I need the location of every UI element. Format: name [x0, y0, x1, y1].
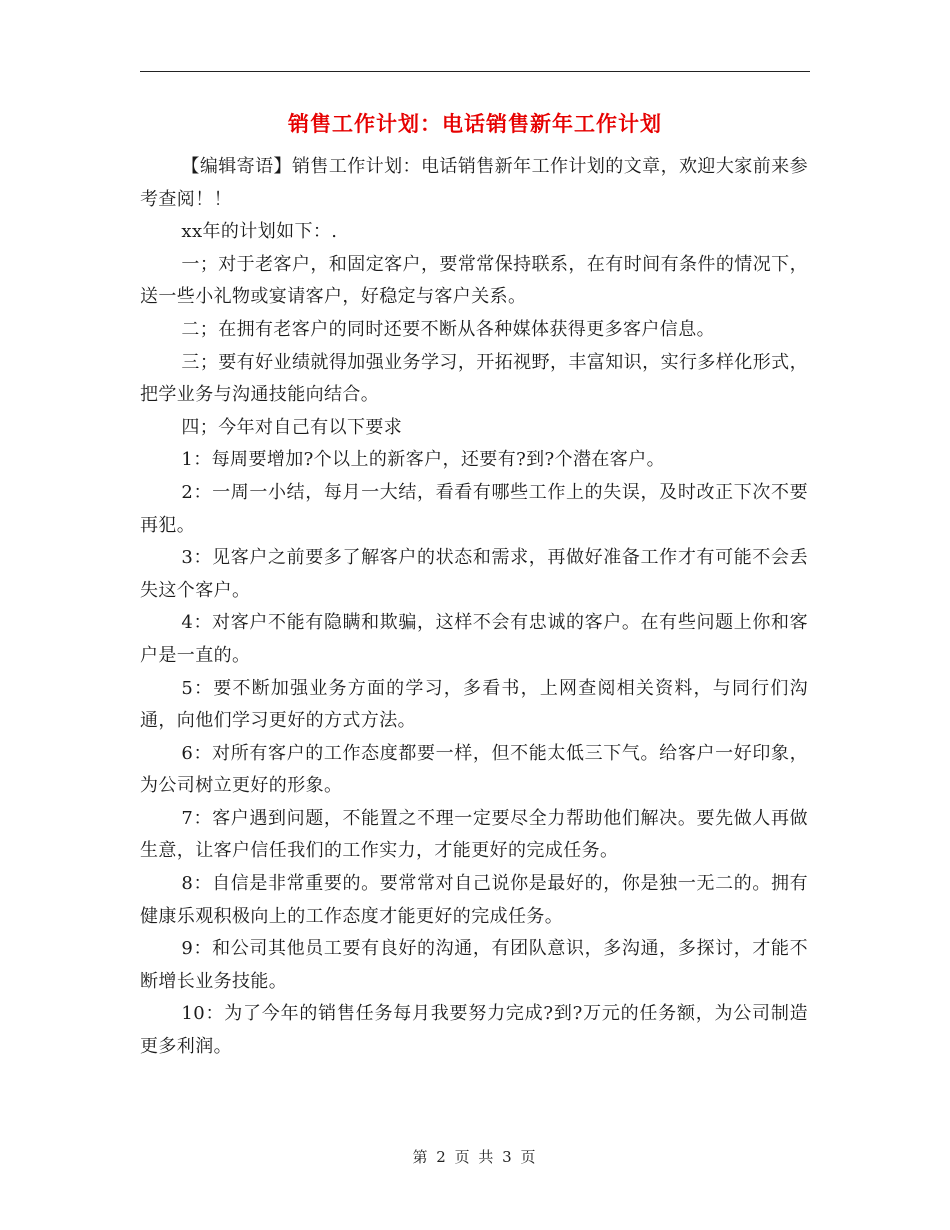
paragraph-item-2: 二；在拥有老客户的同时还要不断从各种媒体获得更多客户信息。: [181, 318, 715, 340]
paragraph-requirement-3: 3：见客户之前要多了解客户的状态和需求，再做好准备工作才有可能不会丢失这个客户。: [140, 547, 808, 601]
paragraph-requirement-6: 6：对所有客户的工作态度都要一样，但不能太低三下气。给客户一好印象，为公司树立更好的形象。: [140, 742, 808, 797]
paragraph-requirement-2: 2：一周一小结，每月一大结，看看有哪些工作上的失误，及时改正下次不要再犯。: [140, 481, 808, 536]
paragraph-requirement-7: 7：客户遇到问题，不能置之不理一定要尽全力帮助他们解决。要先做人再做生意，让客户信任我们的工作实力，才能更好的完成任务。: [140, 807, 808, 862]
paragraph-item-1: 一；对于老客户，和固定客户，要常常保持联系，在有时间有条件的情况下，送一些小礼物或宴请客户，好稳定与客户关系。: [140, 253, 808, 308]
document-title: 销售工作计划：电话销售新年工作计划: [288, 111, 662, 136]
paragraph-requirement-1: 1：每周要增加?个以上的新客户，还要有?到?个潜在客户。: [181, 449, 665, 471]
document-body: [140, 151, 808, 1064]
page-number-footer: 第 2 页 共 3 页: [412, 1148, 538, 1166]
paragraph-item-4: 四；今年对自己有以下要求: [181, 416, 403, 438]
paragraph-requirement-8: 8：自信是非常重要的。要常常对自己说你是最好的，你是独一无二的。拥有健康乐观积极向上的工作态度才能更好的完成任务。: [140, 873, 808, 927]
paragraph-item-3: 三；要有好业绩就得加强业务学习，开拓视野，丰富知识，实行多样化形式，把学业务与沟通技能向结合。: [140, 351, 808, 406]
paragraph-requirement-4: 4：对客户不能有隐瞒和欺骗，这样不会有忠诚的客户。在有些问题上你和客户是一直的。: [140, 612, 808, 666]
header-rule: [140, 71, 810, 72]
paragraph-plan-intro: xx年的计划如下：.: [181, 221, 338, 243]
paragraph-requirement-5: 5：要不断加强业务方面的学习，多看书，上网查阅相关资料，与同行们沟通，向他们学习更好的方式方法。: [140, 677, 808, 732]
paragraph-requirement-9: 9：和公司其他员工要有良好的沟通，有团队意识，多沟通，多探讨，才能不断增长业务技能。: [140, 938, 808, 992]
paragraph-requirement-10: 10：为了今年的销售任务每月我要努力完成?到?万元的任务额，为公司制造更多利润。: [140, 1003, 808, 1058]
paragraph-editor-note: 【编辑寄语】销售工作计划：电话销售新年工作计划的文章，欢迎大家前来参考查阅！！: [140, 156, 808, 210]
